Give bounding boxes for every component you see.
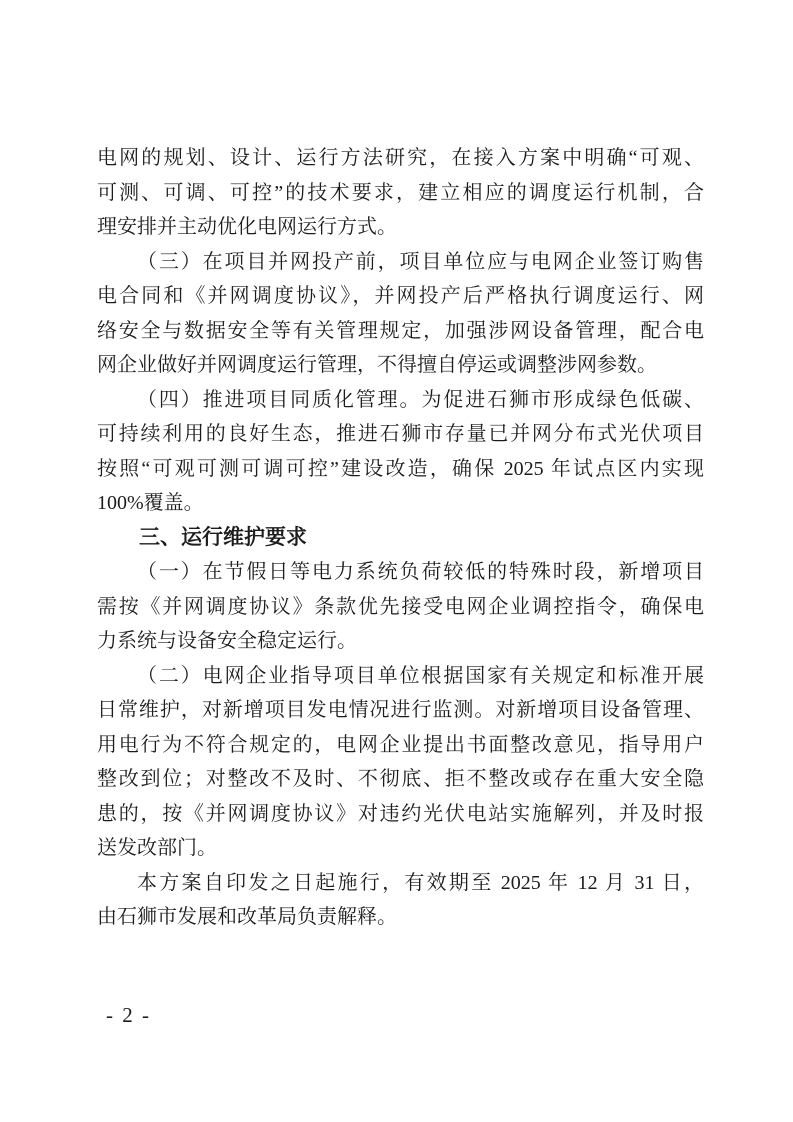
document-line: 患的，按《并网调度协议》对违约光伏电站实施解列，并及时报 — [97, 802, 704, 825]
document-line: 电网的规划、设计、运行方法研究，在接入方案中明确“可观、 — [97, 147, 704, 169]
document-body — [97, 141, 704, 935]
document-line: 电合同和《并网调度协议》，并网投产后严格执行调度运行、网 — [97, 285, 704, 307]
section-heading: 三、运行维护要求 — [139, 525, 307, 549]
document-line: 本方案自印发之日起施行，有效期至 2025 年 12 月 31 日， — [137, 871, 704, 894]
document-line: （二）电网企业指导项目单位根据国家有关规定和标准开展 — [137, 664, 704, 687]
document-line: 按照“可观可测可调可控”建设改造，确保 2025 年试点区内实现 — [97, 457, 704, 480]
document-line: 理安排并主动优化电网运行方式。 — [97, 216, 397, 238]
document-line: 网企业做好并网调度运行管理，不得擅自停运或调整涉网参数。 — [97, 354, 657, 376]
document-line: 由石狮市发展和改革局负责解释。 — [97, 906, 397, 928]
document-line: 可测、可调、可控”的技术要求，建立相应的调度运行机制，合 — [97, 181, 704, 204]
document-line: 日常维护，对新增项目发电情况进行监测。对新增项目设备管理、 — [97, 699, 704, 721]
document-line: （一）在节假日等电力系统负荷较低的特殊时段，新增项目 — [137, 561, 704, 583]
document-line: 整改到位；对整改不及时、不彻底、拒不整改或存在重大安全隐 — [97, 768, 704, 790]
document-line: 需按《并网调度协议》条款优先接受电网企业调控指令，确保电 — [97, 595, 704, 618]
document-line: 用电行为不符合规定的，电网企业提出书面整改意见，指导用户 — [97, 733, 704, 756]
document-line: 100%覆盖。 — [97, 492, 204, 514]
page-number: - 2 - — [106, 1003, 151, 1027]
document-line: 送发改部门。 — [97, 837, 217, 859]
document-line: 可持续利用的良好生态，推进石狮市存量已并网分布式光伏项目 — [97, 423, 704, 445]
document-line: 络安全与数据安全等有关管理规定，加强涉网设备管理，配合电 — [97, 319, 704, 342]
document-line: 力系统与设备安全稳定运行。 — [97, 630, 357, 652]
document-line: （三）在项目并网投产前，项目单位应与电网企业签订购售 — [137, 250, 704, 273]
document-line: （四）推进项目同质化管理。为促进石狮市形成绿色低碳、 — [137, 388, 704, 411]
